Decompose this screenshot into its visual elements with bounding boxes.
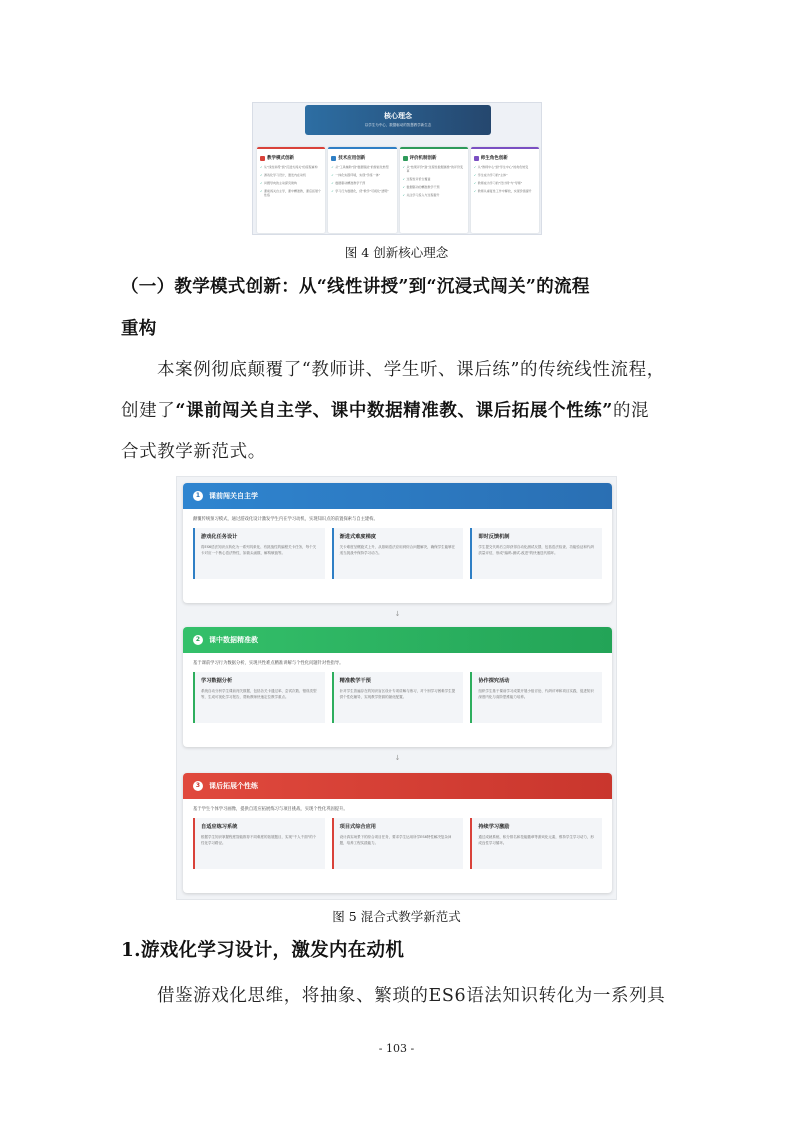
concept-card-item: ✓ 学生成为学习的"主体" [474,173,536,177]
feature-body: 关卡难度呈螺旋式上升，从基础语法应用到综合问题解决，确保学生能够在适当挑战中保持学习动力。 [339,545,456,555]
section-heading-line2: 重构 [121,319,157,339]
feature-title: 协作探究活动 [478,678,510,684]
concept-card-title: 技术应用创新 [331,155,393,161]
core-concept-banner [305,105,491,135]
concept-card-item: ✓ 从"线性讲授"到"沉浸式闯关"的流程重构 [260,165,322,169]
core-concept-subtitle: 以学生为中心，数据驱动的智慧教学新生态 [364,123,432,127]
stage-feature-box [193,818,325,869]
stage-header [183,627,612,653]
stage-description: 基于课前学习行为数据分析，实现共性难点精准讲解与个性化问题针对性指导。 [193,661,344,666]
section-heading-line1: （一）教学模式创新：从“线性讲授”到“沉浸式闯关”的流程 [121,277,590,297]
teaching-stage-section [183,773,612,893]
concept-icon [260,156,265,161]
concept-card [328,147,396,233]
figure-5-blended-teaching [176,476,617,900]
feature-title: 自适应练习系统 [201,824,238,830]
concept-card-item: ✓ 从"结果评价"到"过程性数据画像"的评价变革 [403,165,465,173]
down-arrow-icon: ↓ [394,754,401,762]
stage-number-badge: 1 [193,491,203,501]
concept-card-item: ✓ 从"工具辅助"到"数据赋能"的智能化转型 [331,165,393,169]
stage-title: 课中数据精准教 [209,636,258,644]
stage-feature-box [470,528,602,579]
stage-feature-box [332,818,464,869]
paragraph-1-line3: 合式教学新范式。 [121,442,266,462]
concept-card-item: ✓ 游戏化学习设计，激发内在动机 [260,173,322,177]
page-number: - 103 - [378,1042,415,1055]
concept-icon [403,156,408,161]
feature-title: 渐进式难度梯度 [339,534,376,540]
stage-number-badge: 2 [193,635,203,645]
feature-body: 通过成就系统、积分排名和技能徽章等游戏化元素，维持学生学习动力，形成良性学习循环。 [478,835,594,845]
concept-icon [331,156,336,161]
concept-card-item: ✓ 学习行为数据化，使"教学"可视化"透明" [331,189,393,193]
stage-number-badge: 3 [193,781,203,791]
concept-icon [474,156,479,161]
stage-description: 颠覆传统预习模式，通过游戏化设计激发学生内在学习动机，实现知识点的前置探索与自主建构。 [193,517,378,522]
figure-4-caption: 图 4 创新核心理念 [344,245,449,260]
stage-feature-box [470,818,602,869]
stage-title: 课前闯关自主学 [209,492,258,500]
concept-card-item: ✓ 数据驱动的精准教学干预 [403,185,465,189]
down-arrow-icon: ↓ [394,610,401,618]
feature-body: 学生提交代码后立即获得自动化测试反馈，包括语法检查、功能验证和代码质量评估，形成"编码-测试-改进"的快速迭代循环。 [478,545,594,555]
feature-title: 即时反馈机制 [478,534,510,540]
figure-4-core-concepts [252,102,542,235]
stage-title: 课后拓展个性练 [209,782,258,790]
figure-5-caption: 图 5 混合式教学新范式 [332,909,461,924]
concept-card-title: 教学模式创新 [260,155,322,161]
core-concept-cards [257,147,539,233]
concept-card-item: ✓ 教师从重复性工作中解放，实现价值提升 [474,189,536,193]
concept-card [400,147,468,233]
stage-feature-box [193,528,325,579]
concept-card-item: ✓ 问题导向的主动探究建构 [260,181,322,185]
teaching-stage-section [183,483,612,603]
core-concept-title: 核心理念 [384,112,412,120]
feature-body: 将ES6语法知识点转化为一系列具象化、有挑战性的编程关卡任务，每个关卡对应一个核心语法特性，如箭头函数、解构赋值等。 [201,545,317,555]
concept-card-item: ✓ 过程性评价全覆盖 [403,177,465,181]
stage-feature-box [332,672,464,723]
emphasis-text: “课前闯关自主学、课中数据精准教、课后拓展个性练” [175,401,613,421]
stage-header [183,773,612,799]
concept-card-item: ✓ 从"教师中心"到"学生中心"的角色转变 [474,165,536,169]
feature-title: 项目式综合应用 [339,824,376,830]
concept-card-title: 师生角色创新 [474,155,536,161]
concept-card-item: ✓ 数据驱动精准教学干预 [331,181,393,185]
concept-card-item: ✓ 关注学习投入与过程提升 [403,193,465,197]
paragraph-2: 借鉴游戏化思维，将抽象、繁琐的ES6语法知识转化为一系列具 [157,986,666,1006]
feature-title: 学习数据分析 [201,678,233,684]
concept-card-item: ✓ 一体化实践环境，实现"学练一体" [331,173,393,177]
feature-body: 根据学生知识掌握程度智能推荐不同难度的拓展题目，实现"千人千面"的个性化学习路径。 [201,835,317,845]
concept-card [471,147,539,233]
stage-header [183,483,612,509]
stage-description: 基于学生个体学习画像，提供自适应拓展练习与项目挑战，实现个性化巩固提升。 [193,807,348,812]
concept-card-title: 评价机制创新 [403,155,465,161]
feature-title: 游戏化任务设计 [201,534,238,540]
concept-card-item: ✓ 课前闯关自主学，课中精准教，课后拓展个性练 [260,189,322,197]
feature-body: 设计真实场景下的综合项目任务，要求学生运用所学ES6特性解决复杂问题，培养工程实践能力。 [339,835,452,845]
concept-card-item: ✓ 教师成为学习的"设计师"与"导师" [474,181,536,185]
stage-feature-box [470,672,602,723]
paragraph-1-line2: 创建了“课前闯关自主学、课中数据精准教、课后拓展个性练”的混 [121,401,650,421]
feature-body: 针对学生普遍存在的知识盲区设计专项讲解与练习，对个别学习困难学生提供个性化辅导，实现教学资源的最优配置。 [339,689,456,699]
concept-card [257,147,325,233]
feature-body: 系统自动分析学生课前闯关数据，包括各关卡通过率、尝试次数、错误类型等，生成可视化学习报告，帮助教师快速定位教学重点。 [201,689,317,699]
feature-title: 持续学习激励 [478,824,510,830]
stage-feature-box [193,672,325,723]
paragraph-1-line1: 本案例彻底颠覆了“教师讲、学生听、课后练”的传统线性流程， [157,360,665,380]
feature-body: 组织学生基于课前学习成果开展小组讨论、代码评审和项目实践，促进知识深度内化与高阶思维能力培养。 [478,689,594,699]
teaching-stage-section [183,627,612,747]
subsection-heading: 1.游戏化学习设计，激发内在动机 [121,940,405,961]
feature-title: 精准教学干预 [339,678,371,684]
stage-feature-box [332,528,464,579]
